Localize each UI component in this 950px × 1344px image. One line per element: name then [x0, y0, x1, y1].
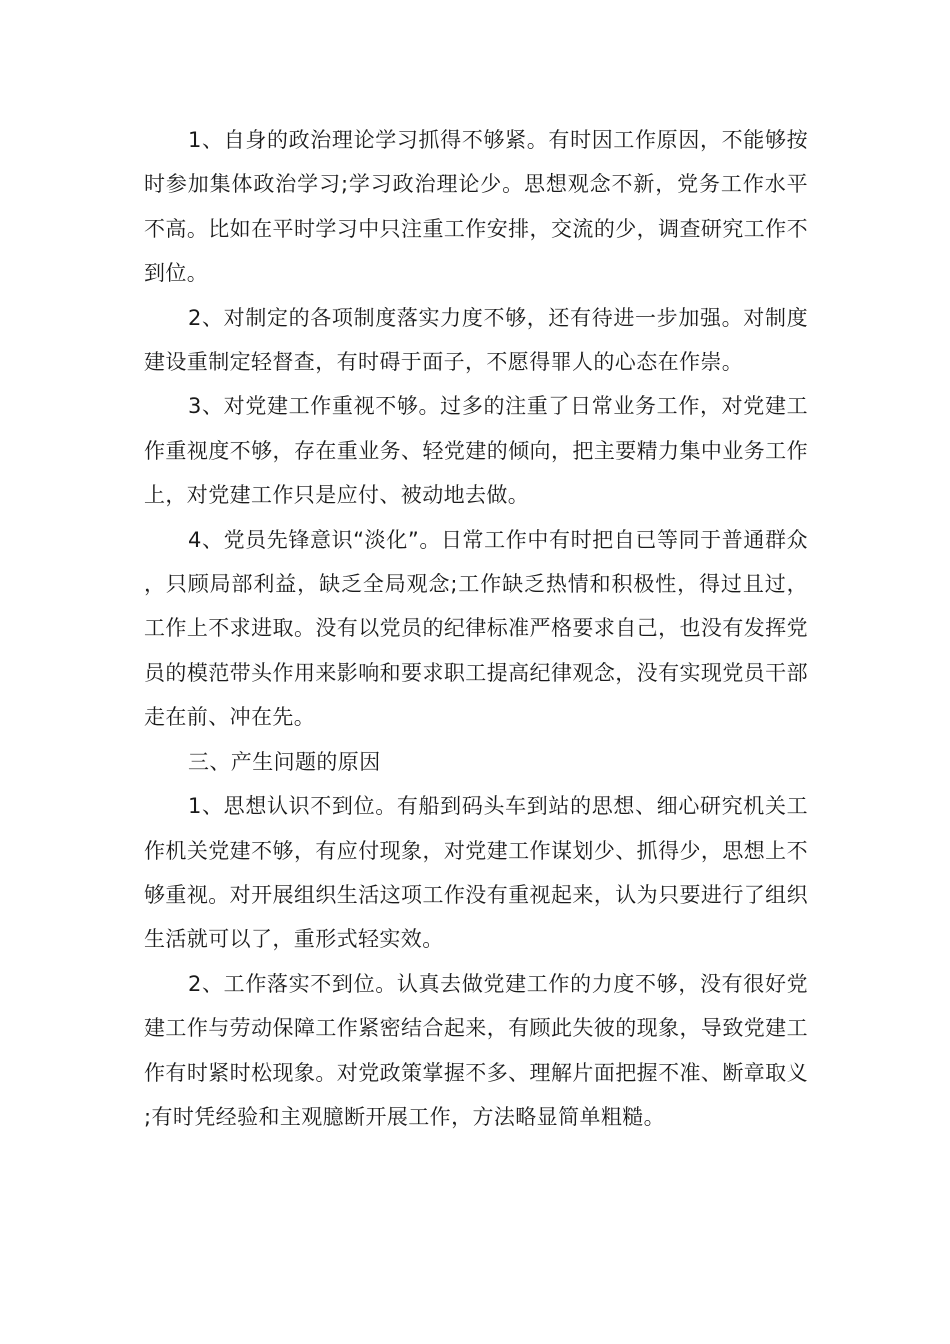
cause-item-1: 1、思想认识不到位。有船到码头车到站的思想、细心研究机关工作机关党建不够，有应付现象，对党建工作谋划少、抓得少，思想上不够重视。对开展组织生活这项工作没有重视起来，认为只要进行了组织生活就可以了，重形式轻实效。 [144, 794, 808, 952]
document-page [144, 118, 808, 1139]
paragraph-item-1: 1、自身的政治理论学习抓得不够紧。有时因工作原因，不能够按时参加集体政治学习;学习政治理论少。思想观念不新，党务工作水平不高。比如在平时学习中只注重工作安排，交流的少，调查研究工作不到位。 [144, 128, 808, 286]
paragraph-item-3: 3、对党建工作重视不够。过多的注重了日常业务工作，对党建工作重视度不够，存在重业务、轻党建的倾向，把主要精力集中业务工作上，对党建工作只是应付、被动地去做。 [144, 394, 808, 508]
section-heading: 三、产生问题的原因 [188, 749, 381, 774]
paragraph-item-4: 4、党员先锋意识“淡化”。日常工作中有时把自已等同于普通群众，只顾局部利益，缺乏全局观念;工作缺乏热情和积极性，得过且过，工作上不求进取。没有以党员的纪律标准严格要求自己，也没有发挥党员的模范带头作用来影响和要求职工提高纪律观念，没有实现党员干部走在前、冲在先。 [144, 527, 808, 730]
paragraph-item-2: 2、对制定的各项制度落实力度不够，还有待进一步加强。对制度建设重制定轻督查，有时碍于面子，不愿得罪人的心态在作崇。 [144, 305, 808, 375]
cause-item-2: 2、工作落实不到位。认真去做党建工作的力度不够，没有很好党建工作与劳动保障工作紧密结合起来，有顾此失彼的现象，导致党建工作有时紧时松现象。对党政策掌握不多、理解片面把握不准、断章取义;有时凭经验和主观臆断开展工作，方法略显简单粗糙。 [144, 971, 808, 1129]
